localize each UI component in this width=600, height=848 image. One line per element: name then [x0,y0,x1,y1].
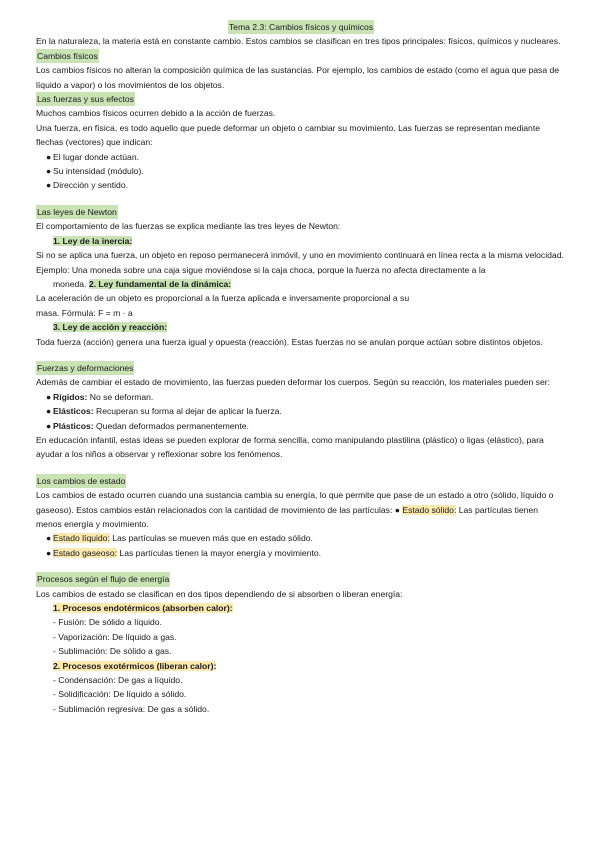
law1-title: 1. Ley de la inercia: [53,235,133,246]
example-line: Ejemplo: Una moneda sobre una caja sigue moviéndose si la caja choca, porque la fuerza no afecta directamente a la [36,264,486,275]
item-desc: De sólido a líquido. [88,617,162,628]
item-term: Condensación: [58,675,116,686]
item-desc: De gas a sólido. [147,703,210,714]
solid-term: Estado sólido: [402,504,457,515]
example-end: moneda. [53,278,87,289]
list-item: ● Estado líquido: Las partículas se mueven más que en estado sólido. [46,533,313,544]
heading-estados: Los cambios de estado [36,474,126,488]
page-title: Tema 2.3: Cambios físicos y químicos [228,20,374,34]
item-term: Estado gaseoso: [53,547,118,558]
solid-desc: Las partículas tienen menos energía y movimiento. [36,504,539,529]
intro-paragraph: En la naturaleza, la materia está en constante cambio. Estos cambios se clasifican en tres tipos principales: físicos, químicos y nucleares. [36,36,561,47]
item-term: Sublimación regresiva: [58,703,146,714]
item-term: Solidificación: [58,689,111,700]
exo-title: 2. Procesos exotérmicos (liberan calor): [53,660,217,671]
section-fuerzas [36,92,566,193]
list-item: - Fusión: De sólido a líquido. [53,617,162,628]
law3-title: 3. Ley de acción y reacción: [53,322,168,333]
list-item: - Sublimación: De sólido a gas. [53,646,172,657]
estados-text [36,488,566,531]
section-deformaciones [36,361,566,462]
heading-deformaciones: Fuerzas y deformaciones [36,361,134,375]
deformaciones-intro: Además de cambiar el estado de movimiento, las fuerzas pueden deformar los cuerpos. Según su reacción, los materiales pueden ser: [36,377,550,388]
item-term: Estado líquido: [53,533,110,544]
law2-row [36,277,566,291]
title-row [36,20,566,34]
law2-title: 2. Ley fundamental de la dinámica: [88,278,232,289]
bullet-text: El lugar donde actúan. [53,151,140,162]
item-desc: De líquido a sólido. [113,689,187,700]
estados-text-a: Los cambios de estado ocurren cuando una sustancia cambia su energía, lo que permite que pase de un estado a otro (sólido, líquido o gaseoso). Estos cambios están relacionados con la cantidad de movimiento de las partículas: ● [36,490,554,515]
bullet-text: Dirección y sentido. [53,180,128,191]
item-desc: Quedan deformados permanentemente. [96,420,249,431]
item-term: Plásticos: [53,420,94,431]
fuerzas-p1: Muchos cambios físicos ocurren debido a la acción de fuerzas. [36,108,276,119]
deformaciones-note: En educación infantil, estas ideas se pueden explorar de forma sencilla, como manipulando plastilina (plástico) o ligas (elástico), para ayudar a los niños a observar y reflexionar sobre los fenómenos. [36,434,544,460]
newton-intro: El comportamiento de las fuerzas se explica mediante las tres leyes de Newton: [36,221,341,232]
law2-text-a: La aceleración de un objeto es proporcional a la fuerza aplicada e inversamente proporcional a su [36,293,410,304]
law1-text: Si no se aplica una fuerza, un objeto en reposo permanecerá inmóvil, y uno en movimiento continuará en línea recta a la misma velocidad. [36,250,564,261]
document-page [36,20,566,716]
fuerzas-p2: Una fuerza, en física, es todo aquello que puede deformar un objeto o cambiar su movimiento. Las fuerzas se representan mediante flechas (vectores) que indican: [36,122,540,148]
list-item: ● El lugar donde actúan. [46,151,140,162]
heading-fuerzas: Las fuerzas y sus efectos [36,92,135,106]
item-term: Rígidos: [53,391,88,402]
item-desc: Las partículas se mueven más que en estado sólido. [112,533,313,544]
list-item: - Vaporización: De líquido a gas. [53,631,177,642]
estados-list [36,531,566,560]
item-term: Fusión: [58,617,87,628]
bullet-text: Su intensidad (módulo). [53,166,144,177]
list-item: ● Plásticos: Quedan deformados permanentemente. [46,420,249,431]
deformaciones-list [36,390,566,433]
formula-label: masa. Fórmula: [36,307,96,318]
law2-text-b [36,306,566,320]
section-estados [36,474,566,560]
list-item: ● Su intensidad (módulo). [46,166,144,177]
item-desc: Recuperan su forma al dejar de aplicar la fuerza. [96,406,282,417]
list-item: ● Estado gaseoso: Las partículas tienen la mayor energía y movimiento. [46,547,321,558]
section-cambios-fisicos [36,49,566,92]
list-item: - Condensación: De gas a líquido. [53,675,183,686]
item-term: Vaporización: [58,631,110,642]
item-term: Elásticos: [53,406,94,417]
heading-procesos: Procesos según el flujo de energía [36,572,170,586]
item-desc: De sólido a gas. [109,646,172,657]
endo-title: 1. Procesos endotérmicos (absorben calor): [53,603,233,614]
heading-cambios-fisicos: Cambios físicos [36,49,99,63]
list-item: ● Dirección y sentido. [46,180,128,191]
item-desc: De líquido a gas. [112,631,177,642]
list-item: ● Elásticos: Recuperan su forma al dejar de aplicar la fuerza. [46,406,282,417]
item-desc: De gas a líquido. [117,675,183,686]
law3-text: Toda fuerza (acción) genera una fuerza igual y opuesta (reacción). Estas fuerzas no se anulan porque actúan sobre distintos objetos. [36,336,543,347]
item-desc: No se deforman. [89,391,154,402]
cambios-fisicos-text: Los cambios físicos no alteran la composición química de las sustancias. Por ejemplo, los cambios de estado (como el agua que pasa de líquido a vapor) o los movimientos de los objetos. [36,65,560,90]
law1-example [36,263,566,277]
fuerzas-bullet-list [36,150,566,193]
section-newton [36,205,566,349]
procesos-intro: Los cambios de estado se clasifican en dos tipos dependiendo de si absorben o liberan energía: [36,588,403,599]
list-item: ● Rígidos: No se deforman. [46,391,154,402]
section-procesos [36,572,566,716]
heading-newton: Las leyes de Newton [36,205,118,219]
item-desc: Las partículas tienen la mayor energía y movimiento. [119,547,321,558]
list-item: - Solidificación: De líquido a sólido. [53,689,187,700]
list-item: - Sublimación regresiva: De gas a sólido. [53,703,210,714]
formula: F = m · a [98,307,133,318]
item-term: Sublimación: [58,646,108,657]
